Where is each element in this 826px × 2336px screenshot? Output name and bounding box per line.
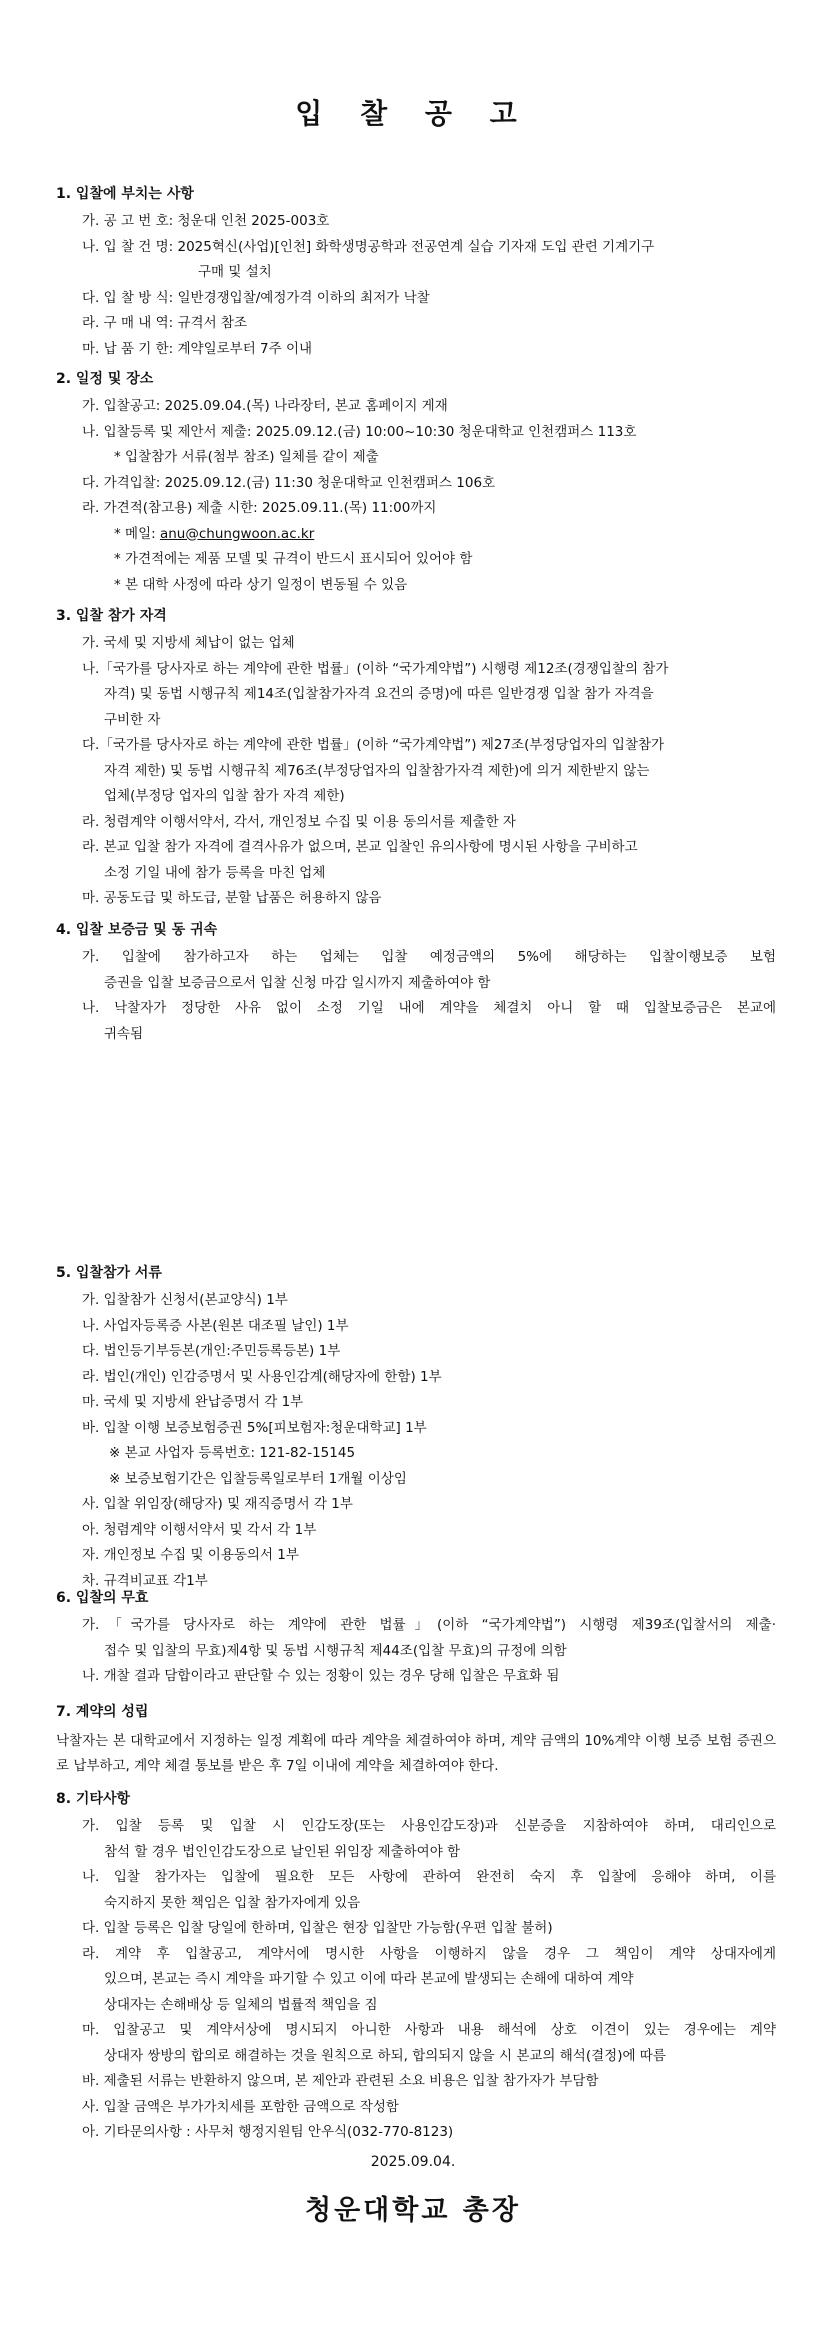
list-item-continuation: 소정 기일 내에 참가 등록을 마친 업체 [104,864,326,881]
list-item-continuation: 자격) 및 동법 시행규칙 제14조(입찰참가자격 요건의 증명)에 따른 일반경쟁 입찰 참가 자격을 [104,686,654,702]
list-item: 가.「국가를 당사자로 하는 계약에 관한 법률」(이하 “국가계약법”) 시행령 제39조(입찰서의 제출· [82,1617,776,1633]
list-item-continuation: 상대자 쌍방의 합의로 해결하는 것을 원칙으로 하되, 합의되지 않을 시 본교의 해석(결정)에 따름 [104,2047,666,2064]
section-8 [56,1789,776,2148]
paragraph: 낙찰자는 본 대학교에서 지정하는 일정 계획에 따라 계약을 체결하여야 하며, 계약 금액의 10%계약 이행 보증 보험 증권으로 납부하고, 계약 체결 통보를 받은 후 7일 이내에 계약을 체결하여야 한다. [56,1733,776,1774]
section-7 [56,1702,776,1779]
list-item: 가. 입찰 등록 및 입찰 시 인감도장(또는 사용인감도장)과 신분증을 지참하여야 하며, 대리인으로 [82,1818,776,1834]
list-item-continuation: 자격 제한) 및 동법 시행규칙 제76조(부정당업자의 입찰참가자격 제한)에 의거 제한받지 않는 [104,762,650,779]
list-item: 가. 입찰공고: 2025.09.04.(목) 나라장터, 본교 홈페이지 게재 [82,398,448,414]
issuer-signature: 청운대학교 총장 [305,2195,521,2226]
list-item: 나. 사업자등록증 사본(원본 대조필 날인) 1부 [82,1317,349,1334]
list-item-continuation: 접수 및 입찰의 무효)제4항 및 동법 시행규칙 제44조(입찰 무효)의 규정에 의함 [104,1642,567,1659]
document-title: 입 찰 공 고 [295,97,531,130]
list-item: 가. 공 고 번 호: 청운대 인천 2025-003호 [82,213,330,229]
list-item: 다. 입찰 등록은 입찰 당일에 한하며, 입찰은 현장 입찰만 가능함(우편 입찰 불허) [82,1920,553,1936]
list-item-continuation: 참석 할 경우 법인인감도장으로 날인된 위임장 제출하여야 함 [104,1843,461,1860]
list-item: 자. 개인정보 수집 및 이용동의서 1부 [82,1547,299,1563]
list-item-continuation: 증권을 입찰 보증금으로서 입찰 신청 마감 일시까지 제출하여야 함 [104,974,491,991]
list-item: 라. 계약 후 입찰공고, 계약서에 명시한 사항을 이행하지 않을 경우 그 책임이 계약 상대자에게 [82,1945,776,1962]
note-item: ※ 본교 사업자 등록번호: 121-82-15145 [109,1445,356,1461]
section-heading: 6. 입찰의 무효 [56,1590,149,1606]
section-1 [56,184,776,364]
email-link[interactable]: anu@chungwoon.ac.kr [159,525,315,542]
list-item-continuation: 구비한 자 [104,711,161,728]
section-5 [56,1263,776,1596]
list-item: 나.「국가를 당사자로 하는 계약에 관한 법률」(이하 “국가계약법”) 시행령 제12조(경쟁입찰의 참가 [82,660,669,677]
list-item: 라. 법인(개인) 인감증명서 및 사용인감계(해당자에 한함) 1부 [82,1368,442,1385]
list-item: 마. 국세 및 지방세 완납증명서 각 1부 [82,1394,304,1410]
list-item: 나. 개찰 결과 담합이라고 판단할 수 있는 정황이 있는 경우 당해 입찰은 무효화 됨 [82,1668,560,1684]
section-heading: 2. 일정 및 장소 [56,371,154,387]
list-item: 라. 청렴계약 이행서약서, 각서, 개인정보 수집 및 이용 동의서를 제출한 자 [82,813,516,830]
list-item: 다. 법인등기부등본(개인:주민등록등본) 1부 [82,1343,341,1359]
section-3 [56,606,776,914]
list-item: 나. 입 찰 건 명: 2025혁신(사업)[인천] 화학생명공학과 전공연계 실습 기자재 도입 관련 기계기구 [82,238,655,255]
list-item: 사. 입찰 위임장(해당자) 및 재직증명서 각 1부 [82,1496,353,1512]
list-item: 라. 가견적(참고용) 제출 시한: 2025.09.11.(목) 11:00까지 [82,500,437,516]
list-item: 바. 제출된 서류는 반환하지 않으며, 본 제안과 관련된 소요 비용은 입찰 참가자가 부담함 [82,2073,599,2089]
email-label: * 메일: [114,525,160,542]
section-4 [56,920,776,1049]
section-heading: 8. 기타사항 [56,1791,131,1807]
section-heading: 7. 계약의 성립 [56,1704,149,1720]
list-item: 라. 구 매 내 역: 규격서 참조 [82,315,247,331]
section-heading: 4. 입찰 보증금 및 동 귀속 [56,922,218,938]
list-item: 나. 입찰등록 및 제안서 제출: 2025.09.12.(금) 10:00~10:30 청운대학교 인천캠퍼스 113호 [82,423,637,440]
list-item: 마. 입찰공고 및 계약서상에 명시되지 아니한 사항과 내용 해석에 상호 이견이 있는 경우에는 계약 [82,2022,776,2038]
section-6 [56,1588,776,1692]
note-item: * 입찰참가 서류(첨부 참조) 일체를 같이 제출 [114,449,379,465]
section-heading: 5. 입찰참가 서류 [56,1265,162,1281]
list-item-continuation: 상대자는 손해배상 등 일체의 법률적 책임을 짐 [104,1996,378,2013]
list-item: 다.「국가를 당사자로 하는 계약에 관한 법률」(이하 “국가계약법”) 제27조(부정당업자의 입찰참가 [82,737,665,753]
list-item: 차. 규격비교표 각1부 [82,1572,208,1589]
list-item: 바. 입찰 이행 보증보험증권 5%[피보험자:청운대학교] 1부 [82,1419,427,1436]
list-item-continuation: 구매 및 설치 [198,264,272,280]
list-item: 마. 납 품 기 한: 계약일로부터 7주 이내 [82,340,313,357]
section-heading: 1. 입찰에 부치는 사항 [56,186,194,202]
list-item: 아. 기타문의사항 : 사무처 행정지원팀 안우식(032-770-8123) [82,2124,454,2140]
list-item: 마. 공동도급 및 하도급, 분할 납품은 허용하지 않음 [82,890,382,906]
announcement-date: 2025.09.04. [370,2154,456,2170]
list-item: 아. 청렴계약 이행서약서 및 각서 각 1부 [82,1521,317,1538]
list-item-continuation: 업체(부정당 업자의 입찰 참가 자격 제한) [104,788,345,804]
list-item: 가. 입찰에 참가하고자 하는 업체는 입찰 예정금액의 5%에 해당하는 입찰이행보증 보험 [82,949,776,965]
list-item-continuation: 숙지하지 못한 책임은 입찰 참가자에게 있음 [104,1894,361,1911]
note-item: * 본 대학 사정에 따라 상기 일정이 변동될 수 있음 [114,576,408,593]
list-item: 나. 입찰 참가자는 입찰에 필요한 모든 사항에 관하여 완전히 숙지 후 입찰에 응해야 하며, 이를 [82,1869,776,1885]
list-item-continuation: 있으며, 본교는 즉시 계약을 파기할 수 있고 이에 따라 본교에 발생되는 손해에 대하여 계약 [104,1971,634,1987]
section-2 [56,369,776,600]
list-item: 가. 국세 및 지방세 체납이 없는 업체 [82,635,295,651]
list-item: 다. 가격입찰: 2025.09.12.(금) 11:30 청운대학교 인천캠퍼스 106호 [82,474,496,491]
list-item: 다. 입 찰 방 식: 일반경쟁입찰/예정가격 이하의 최저가 낙찰 [82,289,430,306]
section-heading: 3. 입찰 참가 자격 [56,608,167,624]
list-item: 라. 본교 입찰 참가 자격에 결격사유가 없으며, 본교 입찰인 유의사항에 명시된 사항을 구비하고 [82,839,638,855]
list-item: 나. 낙찰자가 정당한 사유 없이 소정 기일 내에 계약을 체결치 아니 할 때 입찰보증금은 본교에 [82,1000,776,1016]
note-item: * 가견적에는 제품 모델 및 규격이 반드시 표시되어 있어야 함 [114,551,473,567]
list-item: 가. 입찰참가 신청서(본교양식) 1부 [82,1292,288,1308]
note-item: ※ 보증보험기간은 입찰등록일로부터 1개월 이상임 [109,1470,407,1487]
list-item-continuation: 귀속됨 [104,1025,144,1042]
list-item: 사. 입찰 금액은 부가가치세를 포함한 금액으로 작성함 [82,2098,399,2115]
note-item [56,524,776,544]
